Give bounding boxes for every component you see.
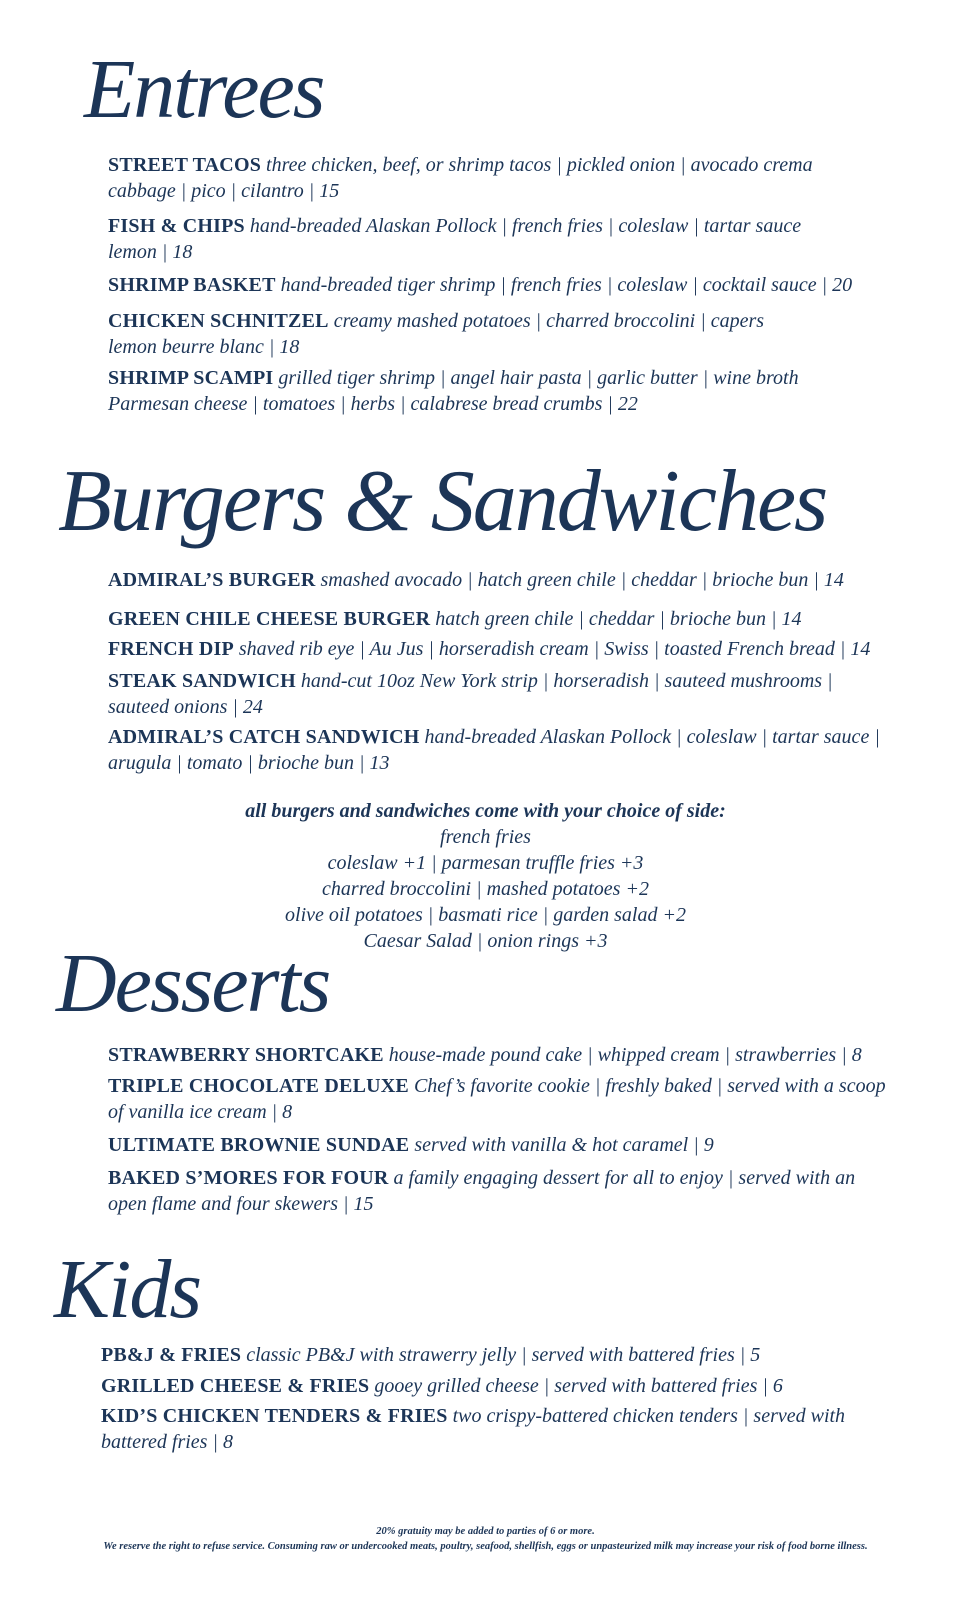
- menu-item-description: smashed avocado | hatch green chile | cheddar | brioche bun | 14: [320, 569, 844, 591]
- menu-item: [108, 213, 801, 265]
- menu-item-description: hand-cut 10oz New York strip | horseradish | sauteed mushrooms |: [300, 670, 833, 692]
- menu-item-name: STREET TACOS: [108, 154, 262, 176]
- menu-item: [108, 567, 844, 593]
- menu-item-description: shaved rib eye | Au Jus | horseradish cream | Swiss | toasted French bread | 14: [238, 638, 871, 660]
- menu-item: [108, 668, 833, 720]
- menu-item-description-continued: open flame and four skewers | 15: [108, 1193, 374, 1215]
- menu-item: [108, 272, 852, 298]
- menu-item: [108, 606, 802, 632]
- menu-item-description-continued: of vanilla ice cream | 8: [108, 1101, 293, 1123]
- menu-item-name: GREEN CHILE CHEESE BURGER: [108, 608, 431, 630]
- menu-item-name: TRIPLE CHOCOLATE DELUXE: [108, 1075, 409, 1097]
- kids-title: Kids: [54, 1243, 201, 1336]
- menu-item: [101, 1373, 783, 1399]
- burgers-sandwiches-title: Burgers & Sandwiches: [58, 453, 827, 550]
- menu-item-name: ULTIMATE BROWNIE SUNDAE: [108, 1134, 410, 1156]
- menu-item-description: served with vanilla & hot caramel | 9: [414, 1134, 714, 1156]
- menu-item-description: Chef’s favorite cookie | freshly baked | served with a scoop: [413, 1075, 886, 1097]
- menu-item-description-continued: Parmesan cheese | tomatoes | herbs | calabrese bread crumbs | 22: [108, 393, 638, 415]
- menu-item-description: classic PB&J with strawerry jelly | served with battered fries | 5: [246, 1344, 761, 1366]
- menu-item: [108, 1073, 886, 1125]
- sides-line: charred broccolini | mashed potatoes +2: [322, 878, 649, 900]
- menu-item-description: grilled tiger shrimp | angel hair pasta | garlic butter | wine broth: [278, 367, 799, 389]
- menu-item: [108, 1165, 855, 1217]
- menu-item-name: SHRIMP BASKET: [108, 274, 276, 296]
- menu-item-description-continued: lemon beurre blanc | 18: [108, 336, 300, 358]
- menu-item-name: GRILLED CHEESE & FRIES: [101, 1375, 370, 1397]
- menu-item-name: ADMIRAL’S CATCH SANDWICH: [108, 726, 420, 748]
- menu-item-description: a family engaging dessert for all to enjoy | served with an: [393, 1167, 856, 1189]
- menu-item-name: SHRIMP SCAMPI: [108, 367, 274, 389]
- menu-item-name: ADMIRAL’S BURGER: [108, 569, 316, 591]
- menu-item-description: hand-breaded tiger shrimp | french fries | coleslaw | cocktail sauce | 20: [280, 274, 853, 296]
- menu-item-name: BAKED S’MORES FOR FOUR: [108, 1167, 389, 1189]
- sides-note: [0, 798, 971, 954]
- menu-item-name: KID’S CHICKEN TENDERS & FRIES: [101, 1405, 448, 1427]
- menu-item-description: hand-breaded Alaskan Pollock | french fries | coleslaw | tartar sauce: [249, 215, 802, 237]
- sides-line: olive oil potatoes | basmati rice | garden salad +2: [285, 904, 686, 926]
- menu-item-description: house-made pound cake | whipped cream | strawberries | 8: [388, 1044, 862, 1066]
- menu-item-description-continued: lemon | 18: [108, 241, 193, 263]
- menu-item: [108, 724, 880, 776]
- menu-item: [108, 365, 799, 417]
- menu-item-name: STRAWBERRY SHORTCAKE: [108, 1044, 384, 1066]
- menu-item: [108, 152, 813, 204]
- sides-line: coleslaw +1 | parmesan truffle fries +3: [327, 852, 644, 874]
- menu-item-description: three chicken, beef, or shrimp tacos | pickled onion | avocado crema: [266, 154, 813, 176]
- menu-item-name: PB&J & FRIES: [101, 1344, 242, 1366]
- menu-item: [101, 1403, 845, 1455]
- gratuity-note: 20% gratuity may be added to parties of 6 or more.: [376, 1526, 595, 1537]
- menu-item-description: hatch green chile | cheddar | brioche bun | 14: [435, 608, 802, 630]
- menu-item-description: creamy mashed potatoes | charred broccolini | capers: [333, 310, 765, 332]
- menu-item: [108, 1132, 714, 1158]
- menu-item: [101, 1342, 760, 1368]
- menu-item-description-continued: sauteed onions | 24: [108, 696, 263, 718]
- menu-item-name: FRENCH DIP: [108, 638, 234, 660]
- menu-item-name: FISH & CHIPS: [108, 215, 245, 237]
- menu-item: [108, 308, 764, 360]
- menu-item-description: two crispy-battered chicken tenders | served with: [452, 1405, 846, 1427]
- sides-heading: all burgers and sandwiches come with your choice of side:: [245, 800, 726, 822]
- menu-item-description-continued: battered fries | 8: [101, 1431, 233, 1453]
- desserts-title: Desserts: [56, 937, 330, 1030]
- menu-item-description-continued: cabbage | pico | cilantro | 15: [108, 180, 340, 202]
- sides-line: french fries: [440, 826, 531, 848]
- menu-item: [108, 636, 870, 662]
- menu-item-description-continued: arugula | tomato | brioche bun | 13: [108, 752, 390, 774]
- menu-item: [108, 1042, 862, 1068]
- menu-item-name: CHICKEN SCHNITZEL: [108, 310, 329, 332]
- menu-item-description: hand-breaded Alaskan Pollock | coleslaw | tartar sauce |: [424, 726, 880, 748]
- sides-line: Caesar Salad | onion rings +3: [363, 930, 608, 952]
- entrees-title: Entrees: [84, 43, 324, 136]
- menu-item-name: STEAK SANDWICH: [108, 670, 296, 692]
- menu-item-description: gooey grilled cheese | served with battered fries | 6: [374, 1375, 783, 1397]
- food-safety-disclaimer: We reserve the right to refuse service. Consuming raw or undercooked meats, poultry, seafood, shellfish, eggs or unpasteurized milk may increase your risk of food borne illness.: [103, 1541, 868, 1552]
